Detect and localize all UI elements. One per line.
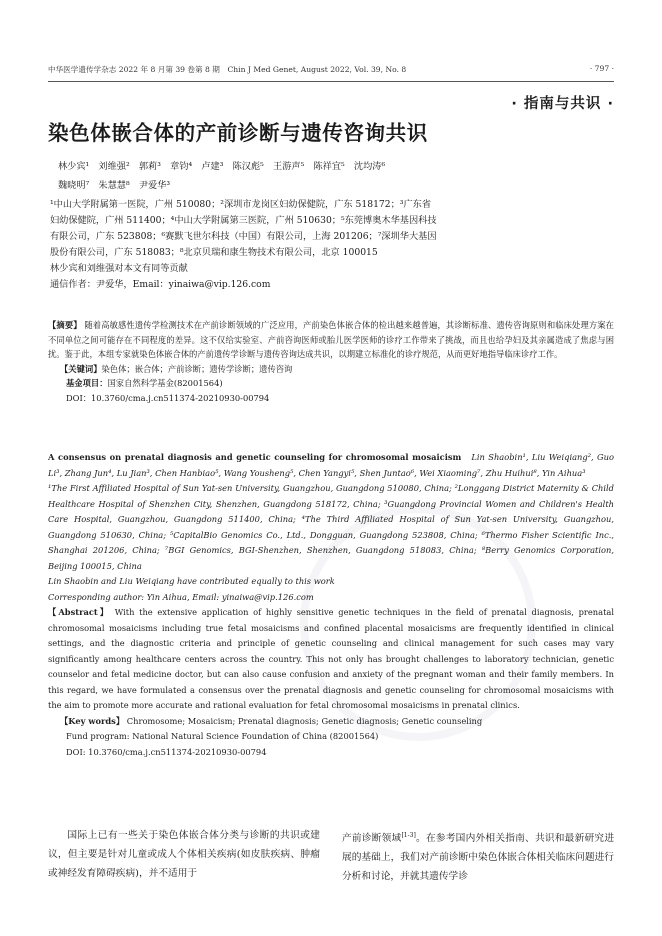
correspondence: 通信作者：尹爱华，Email：yinaiwa@vip.126.com: [50, 279, 271, 290]
fund-zh: 基金项目：国家自然科学基金(82001564): [66, 378, 223, 388]
english-doi: DOI: 10.3760/cma.j.cn511374-20210930-00794: [66, 746, 267, 757]
contribution-note: 林少宾和刘维强对本文有同等贡献: [50, 263, 188, 274]
english-title-authors: [48, 450, 614, 481]
body-column-2: 产前诊断领域[1-3]。在参考国内外相关指南、共识和最新研究进展的基础上，我们对产前诊断中染色体嵌合体相关临床问题进行分析和讨论，并就其遗传学诊: [342, 832, 615, 883]
english-front-matter: [48, 450, 614, 760]
english-authors: Lin Shaobin¹, Liu Weiqiang², Guo Li³, Zhang Jun⁴, Lu Jian³, Chen Hanbiao⁵, Wang Yousheng⁵, Chen Yangyi⁵, Shen Juntao⁶, Wei Xiaoming⁷, Zhu Huihui⁸, Yin Aihua³: [48, 452, 614, 478]
affiliation-line: 有限公司，广东 523808；⁶赛默飞世尔科技（中国）有限公司，上海 201206；⁷深圳华大基因: [50, 231, 437, 242]
english-keywords: 【Key words】 Chromosome; Mosaicism; Prenatal diagnosis; Genetic diagnosis; Genetic counseling: [60, 715, 483, 726]
chinese-abstract: [48, 318, 614, 405]
english-abstract: [48, 605, 614, 714]
column-tag: · 指南与共识 ·: [511, 96, 614, 112]
abstract-zh-paragraph: [48, 318, 614, 362]
doi-zh: DOI：10.3760/cma.j.cn511374-20210930-00794: [66, 392, 270, 403]
affiliation-line: 妇幼保健院，广州 511400；⁴中山大学附属第三医院，广州 510630；⁵东莞博奥木华基因科技: [50, 215, 437, 226]
english-contribution: Lin Shaobin and Liu Weiqiang have contributed equally to this work: [48, 576, 335, 586]
citation: [1-3]: [401, 832, 416, 839]
english-title: A consensus on prenatal diagnosis and genetic counseling for chromosomal mosaicism: [48, 452, 462, 462]
authors-line-1: 林少宾¹ 刘维强² 郭莉³ 章钧⁴ 卢建³ 陈汉彪⁵ 王游声⁵ 陈祥宜⁵ 沈均涛⁶: [58, 161, 386, 172]
authors-line-2: 魏晓明⁷ 朱慧慧⁸ 尹爱华³: [58, 180, 171, 191]
body-column-1: 国际上已有一些关于染色体嵌合体分类与诊断的共识或建议，但主要是针对儿童或成人个体相关疾病(如皮肤疾病、肿瘤或神经发育障碍疾病)，并不适用于: [48, 830, 320, 879]
abstract-zh-label: 【摘要】: [48, 320, 82, 330]
abstract-zh-text: 随着高敏感性遗传学检测技术在产前诊断领域的广泛应用，产前染色体嵌合体的检出越来越普遍，其诊断标准、遗传咨询原则和临床处理方案在不同单位之间可能存在不同程度的差异。这不仅给实验室、产前咨询医师或胎儿医学医师的诊疗工作带来了挑战，而且也给孕妇及其亲属造成了焦虑与困扰。鉴于此，本组专家就染色体嵌合体的产前遗传学诊断与遗传咨询达成共识，以期建立标准化的诊疗规范，从而更好地指导临床诊疗工作。: [48, 320, 614, 359]
english-abstract-text: With the extensive application of highly sensitive genetic techniques in the field of prenatal diagnosis, prenatal chromosomal mosaicisms including true fetal mosaicisms and confined placental mosaicisms are frequently identified in clinical settings, and the diagnostic criteria and principle of genetic counseling and clinical management for such cases may vary significantly among healthcare centers across the country. This not only has brought challenges to laboratory technician, genetic counselor and fetal medicine doctor, but can also cause confusion and anxiety of the pregnant woman and their family members. In this regard, we have formulated a consensus over the prenatal diagnosis and genetic counseling for chromosomal mosaicisms with the aim to promote more accurate and rational evaluation for fetal chromosomal mosaicisms in prenatal clinics.: [48, 607, 615, 710]
english-correspondence: Corresponding author: Yin Aihua, Email: yinaiwa@vip.126.com: [48, 591, 314, 602]
affiliations: [50, 197, 616, 293]
english-abstract-label: 【Abstract】: [48, 607, 111, 617]
affiliation-line: ¹中山大学附属第一医院，广州 510080；²深圳市龙岗区妇幼保健院，广东 518172；³广东省: [50, 199, 432, 210]
page-number: · 797 ·: [589, 64, 614, 73]
header-rule: [48, 81, 614, 82]
english-affiliations: ¹The First Affiliated Hospital of Sun Yat-sen University, Guangzhou, Guangdong 510080, China; ²Longgang District Maternity & Child Healthcare Hospital of Shenzhen City, Shenzhen, Guangdong 518172, China; ³Guangdong Provincial Women and Children's Health Care Hospital, Guangzhou, Guangdong 511400, China; ⁴The Third Affiliated Hospital of Sun Yat-sen University, Guangzhou, Guangdong 510630, China; ⁵CapitalBio Genomics Co., Ltd., Dongguan, Guangdong 523808, China; ⁶Thermo Fisher Scientific Inc., Shanghai 201206, China; ⁷BGI Genomics, BGI-Shenzhen, Shenzhen, Guangdong 518083, China; ⁸Berry Genomics Corporation, Beijing 100015, China: [48, 483, 614, 571]
article-title: 染色体嵌合体的产前诊断与遗传咨询共识: [48, 121, 428, 145]
affiliation-line: 股份有限公司，广东 518083；⁸北京贝瑞和康生物技术有限公司，北京 100015: [50, 247, 378, 258]
running-header: 中华医学遗传学杂志 2022 年 8 月第 39 卷第 8 期 Chin J Med Genet, August 2022, Vol. 39, No. 8: [48, 65, 407, 74]
keywords-zh: 【关键词】染色体；嵌合体；产前诊断；遗传学诊断；遗传咨询: [60, 363, 293, 374]
english-fund: Fund program: National Natural Science Foundation of China (82001564): [66, 731, 379, 741]
